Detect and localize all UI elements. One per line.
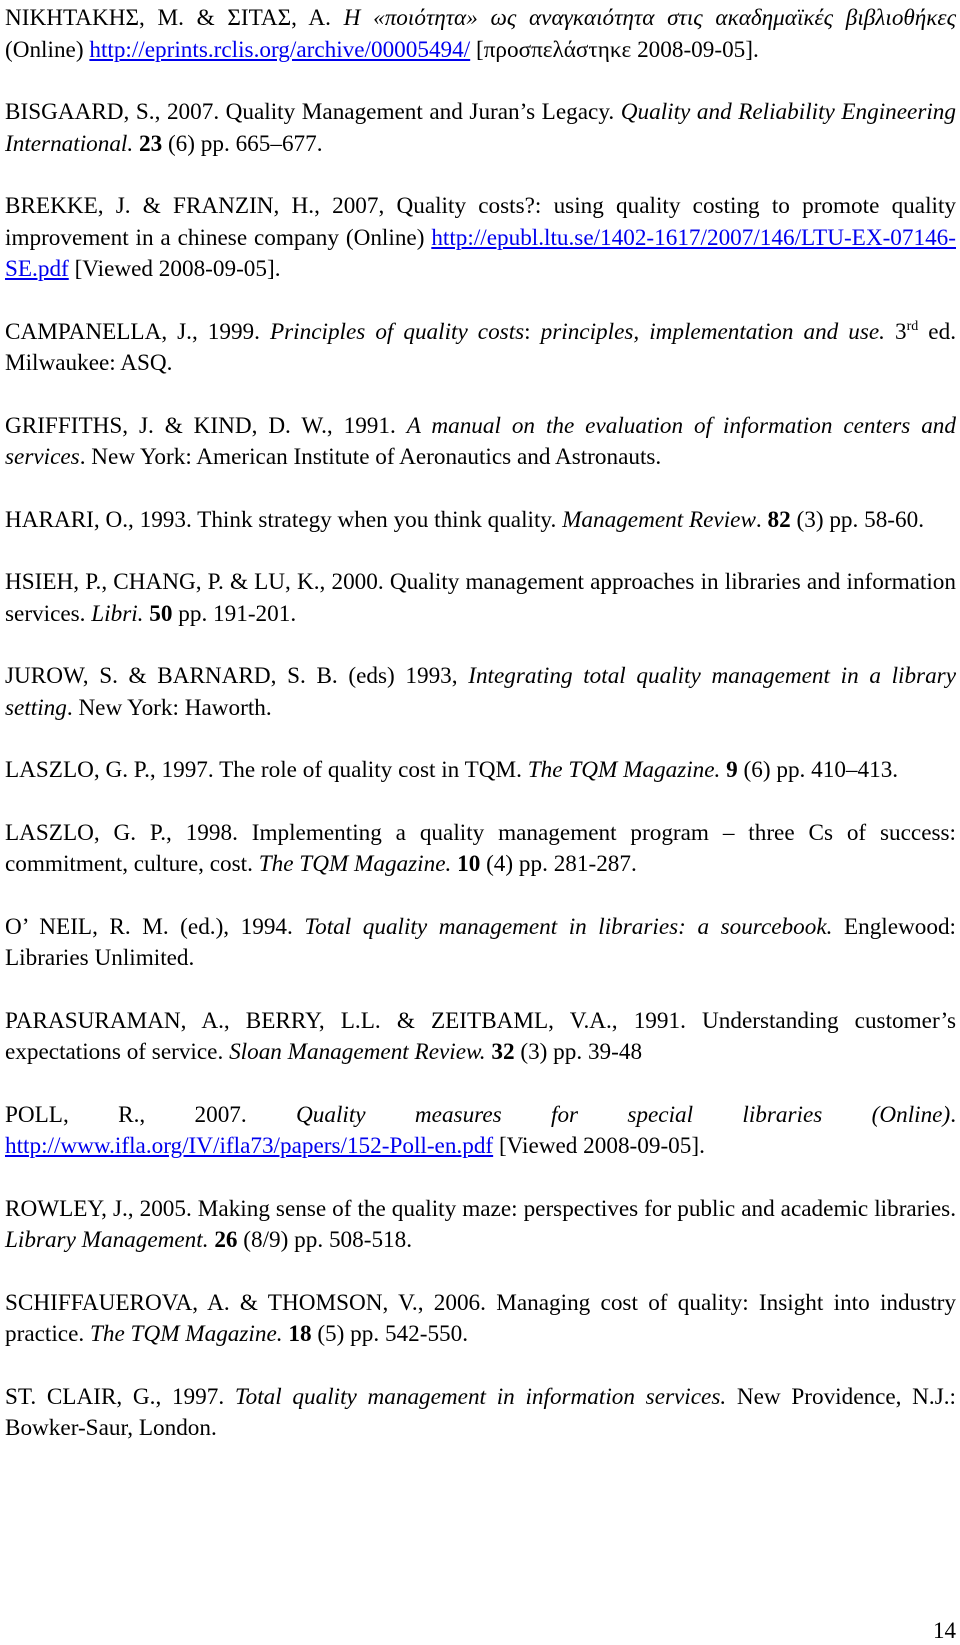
reference-title-italic: Integrating total quality management in a library setting (5, 663, 956, 721)
reference-link[interactable]: http://www.ifla.org/IV/ifla73/papers/152-Poll-en.pdf (5, 1133, 494, 1159)
reference-title-italic: Sloan Management Review. (229, 1039, 486, 1065)
reference-title-italic: Principles of quality costs (269, 318, 525, 345)
reference-text: GRIFFITHS, J. & KIND, D. W., 1991. (5, 412, 407, 439)
reference-text: O’ NEIL, R. M. (ed.), 1994. (5, 913, 305, 940)
reference-text: SCHIFFAUEROVA, A. & THOMSON, V., 2006. Managing cost of quality: Insight into industry practice. (5, 1289, 956, 1347)
reference-volume: 23 (138, 130, 163, 157)
reference-volume: 9 (726, 757, 738, 783)
reference-title-italic: Libri. (91, 600, 144, 627)
reference-title-italic: The TQM Magazine. (258, 851, 452, 877)
reference-volume: 18 (288, 1321, 312, 1347)
reference-title-italic: Quality and Reliability Engineering International. (5, 99, 956, 157)
reference-title-italic: Total quality management in information services. (234, 1383, 727, 1410)
reference-text: Englewood: Libraries Unlimited. (5, 913, 957, 971)
reference-list (5, 3, 956, 1445)
reference-text: LASZLO, G. P., 1998. Implementing a quality management program – three Cs of success: commitment, culture, cost. (5, 819, 956, 877)
reference-text: ed. Milwaukee: ASQ. (5, 318, 956, 376)
reference-link[interactable]: http://eprints.rclis.org/archive/00005494/ (89, 36, 471, 63)
reference-laszlo-1997 (5, 755, 956, 787)
reference-text: [Viewed 2008-09-05]. (68, 256, 281, 282)
reference-title-italic: The TQM Magazine. (89, 1321, 283, 1347)
reference-text: (Online) (5, 36, 90, 63)
reference-text: (6) pp. 665–677. (162, 130, 323, 157)
reference-st-clair (5, 1382, 956, 1445)
reference-text: BREKKE, J. & FRANZIN, H., 2007, Quality costs?: using quality costing to promote quality improvement in a chinese company (Online) (5, 193, 956, 251)
reference-laszlo-1998 (5, 818, 956, 881)
reference-volume: 82 (767, 506, 791, 533)
reference-rowley (5, 1194, 956, 1257)
reference-oneil (5, 912, 956, 975)
reference-text: PARASURAMAN, A., BERRY, L.L. & ZEITBAML, V.A., 1991. Understanding customer’s expectations of service. (5, 1007, 956, 1065)
reference-volume: 32 (491, 1039, 515, 1065)
reference-text: 3 (884, 318, 907, 345)
reference-poll (5, 1100, 956, 1163)
reference-parasuraman (5, 1006, 956, 1069)
reference-text: pp. 191-201. (172, 600, 297, 627)
reference-text: ST. CLAIR, G., 1997. (5, 1383, 235, 1410)
reference-jurow (5, 661, 956, 724)
reference-brekke (5, 191, 956, 286)
reference-text: [προσπελάστηκε 2008-09-05]. (470, 36, 759, 63)
reference-title-italic: principles, implementation and use. (540, 318, 885, 345)
reference-text: . (950, 1101, 956, 1128)
reference-text: LASZLO, G. P., 1997. The role of quality cost in TQM. (5, 757, 528, 783)
reference-text: ROWLEY, J., 2005. Making sense of the quality maze: perspectives for public and academic libraries. (5, 1195, 956, 1222)
ordinal-superscript: rd (906, 318, 919, 334)
reference-title-italic: Management Review (562, 506, 756, 533)
reference-text: ΝΙΚΗΤΑΚΗΣ, Μ. & ΣΙΤΑΣ, Α. (5, 5, 344, 31)
page-number: 14 (933, 1618, 956, 1643)
reference-text: . (755, 506, 768, 533)
reference-text: HARARI, O., 1993. Think strategy when you think quality. (5, 506, 563, 533)
reference-text: (3) pp. 58-60. (790, 506, 925, 533)
reference-bisgaard (5, 97, 956, 160)
reference-title-italic: Total quality management in libraries: a sourcebook. (304, 913, 833, 940)
reference-text: (6) pp. 410–413. (737, 757, 899, 783)
reference-text: (8/9) pp. 508-518. (237, 1227, 413, 1253)
reference-text: HSIEH, P., CHANG, P. & LU, K., 2000. Quality management approaches in libraries and information services. (5, 569, 956, 627)
reference-title-italic: Quality measures for special libraries (Online) (296, 1101, 951, 1128)
reference-text: BISGAARD, S., 2007. Quality Management and Juran’s Legacy. (5, 99, 621, 125)
reference-link[interactable]: http://epubl.ltu.se/1402-1617/2007/146/LTU-EX-07146-SE.pdf (5, 224, 956, 282)
reference-title-italic: Η «ποιότητα» ως αναγκαιότητα στις ακαδημαϊκές βιβλιοθήκες (343, 5, 956, 31)
reference-hsieh (5, 567, 956, 630)
reference-volume: 26 (214, 1227, 238, 1253)
reference-text: New Providence, N.J.: Bowker-Saur, London. (5, 1383, 956, 1441)
reference-title-italic: Library Management. (5, 1227, 209, 1253)
reference-text: . New York: American Institute of Aeronautics and Astronauts. (79, 444, 662, 470)
reference-nikitakis (5, 3, 956, 66)
reference-text: (4) pp. 281-287. (480, 851, 637, 877)
reference-campanella (5, 317, 956, 380)
reference-schiffauerova (5, 1288, 956, 1351)
reference-text: . New York: Haworth. (66, 694, 272, 721)
reference-text: CAMPANELLA, J., 1999. (5, 318, 270, 345)
reference-volume: 10 (457, 851, 481, 877)
reference-title-italic: A manual on the evaluation of information centers and services (5, 412, 956, 470)
reference-text: [Viewed 2008-09-05]. (493, 1133, 705, 1159)
reference-harari (5, 505, 956, 537)
reference-text: (5) pp. 542-550. (311, 1321, 469, 1347)
reference-griffiths (5, 411, 956, 474)
reference-text: JUROW, S. & BARNARD, S. B. (eds) 1993, (5, 663, 469, 689)
reference-text: POLL, R., 2007. (5, 1101, 297, 1128)
reference-volume: 50 (149, 600, 173, 627)
reference-text: : (524, 318, 541, 345)
reference-title-italic: The TQM Magazine. (527, 757, 721, 783)
reference-text: (3) pp. 39-48 (514, 1039, 643, 1065)
